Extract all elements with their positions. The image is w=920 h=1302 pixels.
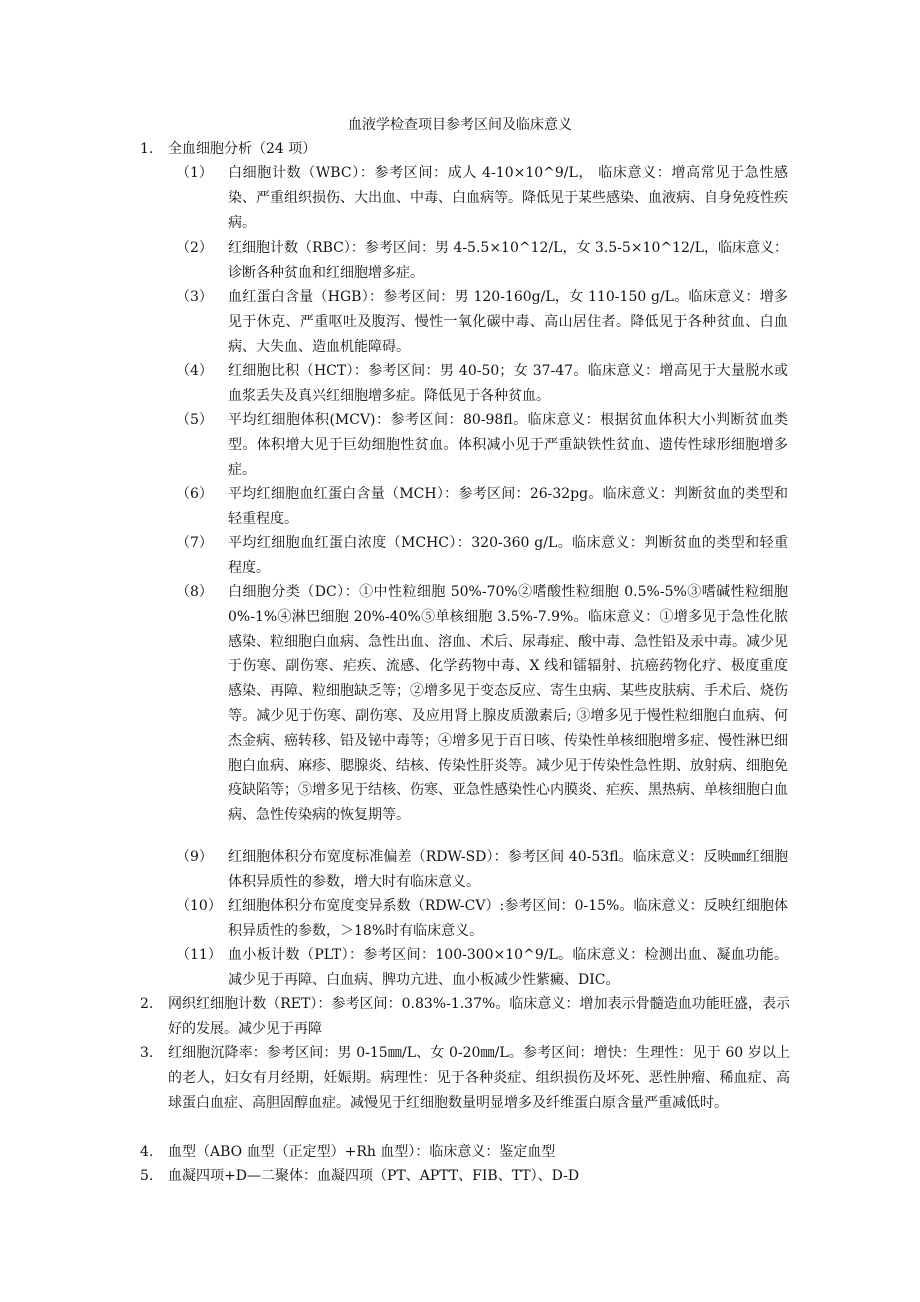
item-number: （2） (176, 240, 213, 256)
list-item (176, 359, 788, 409)
item-text: 平均红细胞血红蛋白含量（MCH）：参考区间：26-32pg。临床意义：判断贫血的类型和轻重程度。 (228, 486, 788, 527)
list-item (176, 894, 788, 944)
item-text: 平均红细胞体积(MCV)：参考区间：80-98fl。临床意义：根据贫血体积大小判断贫血类型。体积增大见于巨幼细胞性贫血。体积减小见于严重缺铁性贫血、遗传性球形细胞增多症。 (228, 412, 788, 478)
item-number: （1） (176, 165, 213, 181)
item-number: （6） (176, 486, 213, 502)
item-text: 红细胞计数（RBC）：参考区间：男 4-5.5×10^12/L，女 3.5-5×10^12/L，临床意义：诊断各种贫血和红细胞增多症。 (228, 240, 788, 281)
item-number: （3） (176, 289, 213, 305)
item-text: 红细胞比积（HCT）：参考区间：男 40-50；女 37-47。临床意义：增高见于大量脱水或血浆丢失及真兴红细胞增多症。降低见于各种贫血。 (228, 363, 788, 404)
item-text: 白细胞计数（WBC）：参考区间：成人 4-10×10^9/L， 临床意义：增高常见于急性感染、严重组织损伤、大出血、中毒、白血病等。降低见于某些感染、血液病、自身免疫性疾病。 (228, 165, 788, 231)
item-text: 红细胞体积分布宽度标准偏差（RDW-SD）：参考区间 40-53fl。临床意义：反映㎜红细胞体积异质性的参数，增大时有临床意义。 (228, 849, 788, 890)
section-number: 2. (140, 996, 154, 1012)
list-item (176, 531, 788, 581)
section-number: 4. (140, 1144, 154, 1160)
list-item (176, 943, 788, 993)
item-number: （10） (176, 898, 222, 914)
section-2 (140, 992, 790, 1042)
section-3 (140, 1041, 790, 1115)
item-number: （7） (176, 535, 213, 551)
list-item (176, 408, 788, 482)
item-text: 红细胞体积分布宽度变异系数（RDW-CV）:参考区间：0-15%。临床意义：反映红细胞体积异质性的参数，＞18%时有临床意义。 (228, 898, 788, 939)
section-text: 网织红细胞计数（RET）：参考区间：0.83%-1.37%。临床意义：增加表示骨髓造血功能旺盛，表示好的发展。减少见于再障 (168, 996, 790, 1037)
item-number: （8） (176, 584, 213, 600)
item-text: 血小板计数（PLT）：参考区间：100-300×10^9/L。临床意义：检测出血、凝血功能。减少见于再障、白血病、脾功亢进、血小板减少性紫癜、DIC。 (228, 947, 788, 988)
section-text: 血型（ABO 血型（正定型）+Rh 血型）：临床意义：鉴定血型 (168, 1144, 556, 1160)
item-number: （9） (176, 849, 213, 865)
item-number: （5） (176, 412, 213, 428)
item-number: （11） (176, 947, 222, 963)
list-item (176, 580, 788, 828)
document-title: 血液学检查项目参考区间及临床意义 (348, 117, 572, 133)
section-heading: 全血细胞分析（24 项） (168, 141, 317, 157)
item-number: （4） (176, 363, 213, 379)
list-item (176, 236, 788, 286)
item-text: 平均红细胞血红蛋白浓度（MCHC）：320-360 g/L。临床意义：判断贫血的类型和轻重程度。 (228, 535, 788, 576)
item-text: 血红蛋白含量（HGB）：参考区间：男 120-160g/L，女 110-150 g/L。临床意义：增多见于休克、严重呕吐及腹泻、慢性一氧化碳中毒、高山居住者。降低见于各种贫血、白血病、大失血、造血机能障碍。 (228, 289, 788, 355)
section-5 (140, 1164, 790, 1189)
list-item (176, 285, 788, 359)
section-text: 血凝四项+D—二聚体：血凝四项（PT、APTT、FIB、TT）、D-D (168, 1168, 580, 1184)
section-text: 红细胞沉降率：参考区间：男 0-15㎜/L、女 0-20㎜/L。参考区间：增快：生理性：见于 60 岁以上的老人，妇女有月经期，妊娠期。病理性：见于各种炎症、组织损伤及坏死、恶性肿瘤、稀血症、高球蛋白血症、高胆固醇血症。减慢见于红细胞数量明显增多及纤维蛋白原含量严重减低时。 (168, 1045, 790, 1111)
item-text: 白细胞分类（DC）：①中性粒细胞 50%-70%②嗜酸性粒细胞 0.5%-5%③嗜碱性粒细胞 0%-1%④淋巴细胞 20%-40%⑤单核细胞 3.5%-7.9%。临床意义：①增多见于急性化脓感染、粒细胞白血病、急性出血、溶血、术后、尿毒症、酸中毒、急性铅及汞中毒。减少见于伤寒、副伤寒、疟疾、流感、化学药物中毒、X 线和镭辐射、抗癌药物化疗、极度重度感染、再障、粒细胞缺乏等；②增多见于变态反应、寄生虫病、某些皮肤病、手术后、烧伤等。减少见于伤寒、副伤寒、及应用肾上腺皮质激素后; ③增多见于慢性粒细胞白血病、何杰金病、癌转移、铅及铋中毒等；④增多见于百日咳、传染性单核细胞增多症、慢性淋巴细胞白血病、麻疹、腮腺炎、结核、传染性肝炎等。减少见于传染性急性期、放射病、细胞免疫缺陷等；⑤增多见于结核、伤寒、亚急性感染性心内膜炎、疟疾、黑热病、单核细胞白血病、急性传染病的恢复期等。 (228, 584, 788, 824)
list-item (176, 161, 788, 235)
section-number: 3. (140, 1045, 154, 1061)
list-item (176, 845, 788, 895)
section-1 (140, 137, 790, 162)
list-item (176, 482, 788, 532)
section-number: 1. (140, 141, 154, 157)
section-number: 5. (140, 1168, 154, 1184)
section-4 (140, 1140, 790, 1165)
